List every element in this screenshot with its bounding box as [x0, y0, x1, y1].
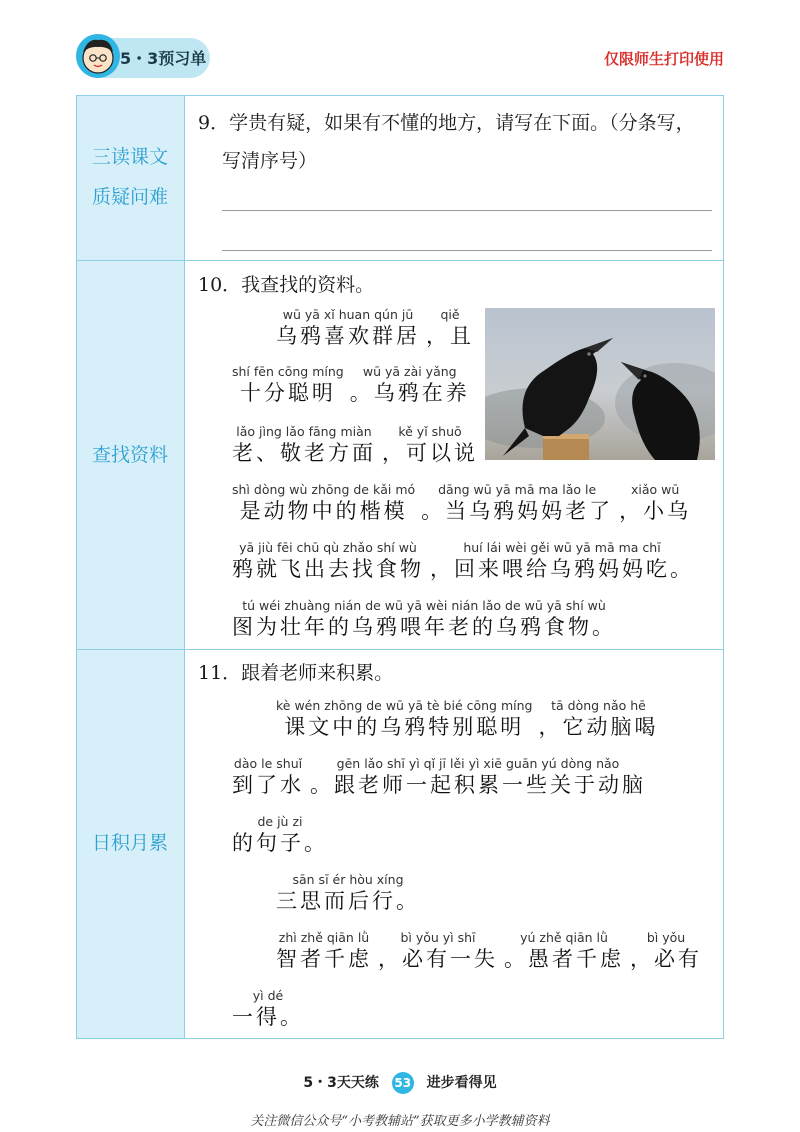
hanzi: ，必有一失 — [378, 947, 498, 971]
page-number-badge: 53 — [392, 1072, 414, 1094]
pinyin: huí lái wèi gěi wū yā mā ma chī — [463, 540, 661, 555]
text-row — [232, 814, 334, 856]
hanzi: 。愚者千虑 — [504, 947, 624, 971]
text-row — [276, 307, 480, 349]
ruby-group — [630, 930, 702, 972]
ruby-group — [276, 930, 372, 972]
text-row — [276, 698, 664, 740]
text-row — [232, 598, 622, 640]
text-row — [232, 540, 700, 582]
hanzi: ，它动脑喝 — [538, 715, 659, 739]
question-9-line2: 写清序号） — [222, 150, 318, 172]
footer-left: 5・3天天练 — [303, 1075, 379, 1091]
page-header — [0, 0, 800, 80]
answer-line[interactable] — [222, 250, 712, 251]
footer-right: 进步看得见 — [426, 1075, 497, 1091]
ruby-group — [232, 598, 616, 640]
hanzi: ，且 — [426, 324, 474, 348]
ruby-group — [382, 424, 478, 466]
hanzi: 是动物中的楷模 — [239, 499, 408, 523]
ruby-group — [232, 364, 344, 406]
pinyin: shí fēn cōng míng — [232, 364, 344, 379]
hanzi: 到了水 — [232, 773, 304, 797]
answer-line[interactable] — [222, 210, 712, 211]
pinyin: kě yǐ shuō — [398, 424, 462, 439]
pinyin: lǎo jìng lǎo fāng miàn — [236, 424, 372, 439]
pinyin: yú zhě qiān lǜ — [520, 930, 608, 945]
text-row — [232, 424, 484, 466]
ruby-group — [276, 307, 420, 349]
ruby-group — [421, 482, 613, 524]
ruby-group — [276, 872, 420, 914]
text-row — [276, 930, 708, 972]
pinyin: yì dé — [252, 988, 284, 1003]
hanzi: 。乌鸦在养 — [349, 381, 470, 405]
ruby-group — [430, 540, 694, 582]
pinyin: sān sī ér hòu xíng — [292, 872, 404, 887]
hanzi: 图为壮年的乌鸦喂年老的乌鸦食物。 — [232, 615, 616, 639]
pinyin: wū yā xǐ huan qún jū — [282, 307, 414, 322]
ruby-group — [232, 988, 304, 1030]
hanzi: 十分聪明 — [239, 381, 336, 405]
ruby-group — [538, 698, 658, 740]
hanzi: 三思而后行。 — [276, 889, 420, 913]
text-row — [232, 482, 697, 524]
question-11: 11．跟着老师来积累。 — [198, 662, 394, 684]
question-10: 10．我查找的资料。 — [198, 274, 375, 296]
hanzi: 一得。 — [232, 1005, 304, 1029]
row-divider — [77, 649, 723, 650]
pinyin: bì yǒu — [646, 930, 686, 945]
ruby-group — [310, 756, 646, 798]
pinyin: xiǎo wū — [631, 482, 680, 497]
ruby-group — [426, 307, 474, 349]
pinyin: qiě — [440, 307, 460, 322]
hanzi: ，可以说 — [382, 441, 478, 465]
hanzi: 。当乌鸦妈妈老了 — [421, 499, 614, 523]
pinyin: tú wéi zhuàng nián de wū yā wèi nián lǎo de wū yā shí wù — [242, 598, 606, 613]
text-row — [232, 756, 652, 798]
section-label-questions-1: 三读课文 — [91, 146, 168, 168]
pinyin: yā jiù fēi chū qù zhǎo shí wù — [239, 540, 417, 555]
section-label-questions-2: 质疑问难 — [91, 186, 168, 208]
question-9-line1: 9．学贵有疑，如果有不懂的地方，请写在下面。（分条写， — [198, 112, 695, 134]
promo-note: 关注微信公众号“小考教辅站”获取更多小学教辅资料 — [250, 1114, 550, 1129]
text-row — [276, 872, 426, 914]
pinyin: dào le shuǐ — [233, 756, 303, 771]
section-label-accumulate: 日积月累 — [91, 832, 168, 854]
boy-mascot-icon — [74, 30, 122, 80]
ruby-group — [232, 814, 328, 856]
badge-label: 5・3预习单 — [120, 49, 207, 68]
ruby-group — [232, 756, 304, 798]
ruby-group — [504, 930, 624, 972]
pinyin: dāng wū yā mā ma lǎo le — [438, 482, 597, 497]
ruby-group — [232, 482, 415, 524]
pinyin: gēn lǎo shī yì qǐ jī lěi yì xiē guān yú dòng nǎo — [336, 756, 620, 771]
pinyin: kè wén zhōng de wū yā tè bié cōng míng — [276, 698, 533, 713]
pinyin: bì yǒu yì shī — [400, 930, 476, 945]
hanzi: ，小乌 — [619, 499, 692, 523]
ruby-group — [378, 930, 498, 972]
hanzi: 的句子。 — [232, 831, 328, 855]
hanzi: 鸦就飞出去找食物 — [232, 557, 424, 581]
ruby-group — [276, 698, 532, 740]
pinyin: tā dòng nǎo hē — [551, 698, 646, 713]
ruby-group — [350, 364, 470, 406]
hanzi: 老、敬老方面 — [232, 441, 376, 465]
hanzi: 。跟老师一起积累一些关于动脑 — [310, 773, 646, 797]
hanzi: ，必有 — [630, 947, 702, 971]
pinyin: shì dòng wù zhōng de kǎi mó — [232, 482, 416, 497]
pinyin: wū yā zài yǎng — [362, 364, 457, 379]
ruby-group — [232, 540, 424, 582]
hanzi: 课文中的乌鸦特别聪明 — [284, 715, 525, 739]
section-label-research: 查找资料 — [91, 444, 168, 466]
text-row — [232, 364, 476, 406]
crow-feeding-photo — [485, 308, 715, 460]
hanzi: 智者千虑 — [276, 947, 372, 971]
hanzi: 乌鸦喜欢群居 — [276, 324, 420, 348]
hanzi: ，回来喂给乌鸦妈妈吃。 — [430, 557, 694, 581]
pinyin: zhì zhě qiān lǜ — [278, 930, 370, 945]
row-divider — [77, 260, 723, 261]
ruby-group — [619, 482, 691, 524]
text-row — [232, 988, 310, 1030]
ruby-group — [232, 424, 376, 466]
print-restriction-note: 仅限师生打印使用 — [603, 50, 724, 68]
pinyin: de jù zi — [257, 814, 303, 829]
page-footer — [0, 1072, 800, 1094]
